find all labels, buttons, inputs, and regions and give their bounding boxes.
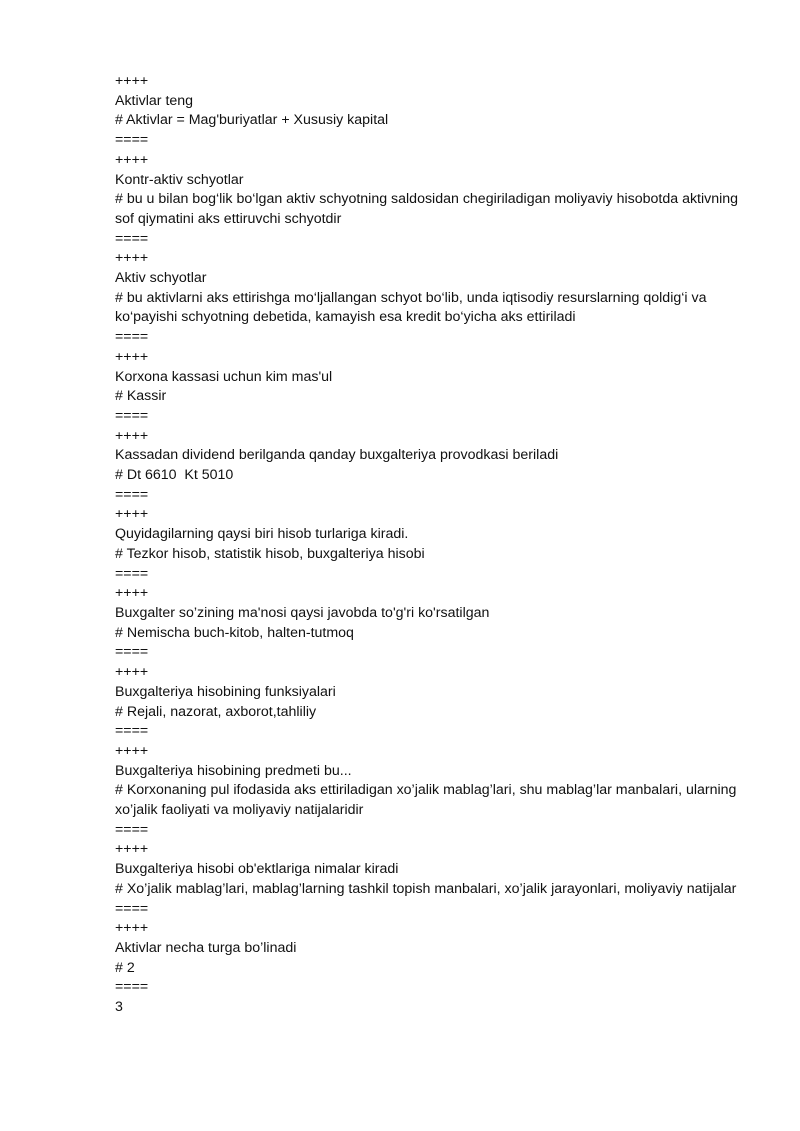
answer-text: # Xo’jalik mablag’lari, mablag’larning tashkil topish manbalari, xo’jalik jarayonlari, moliyaviy natijalar: [115, 880, 737, 897]
block-end-marker: ====: [115, 821, 149, 838]
block-end-marker: ====: [115, 565, 149, 582]
question-block: [115, 505, 740, 584]
block-end-marker: ====: [115, 900, 149, 917]
question-text: Aktivlar necha turga bo’linadi: [115, 939, 297, 956]
question-list: [115, 72, 743, 1018]
question-block: [115, 427, 740, 506]
answer-text: # Dt 6610 Kt 5010: [115, 467, 234, 484]
question-block: [115, 151, 743, 250]
question-block: [115, 840, 740, 919]
answer-text: # Korxonaning pul ifodasida aks ettiriladigan xo’jalik mablag’lari, shu mablag’lar manbalari, ularning xo’jalik faoliyati va moliyaviy natijalaridir: [115, 782, 741, 819]
question-text: Buxgalter so’zining ma'nosi qaysi javobda to'g'ri ko'rsatilgan: [115, 604, 490, 621]
answer-text: # Kassir: [115, 388, 167, 405]
block-end-marker: ====: [115, 486, 149, 503]
question-block: [115, 663, 740, 742]
answer-text: # Tezkor hisob, statistik hisob, buxgalteriya hisobi: [115, 545, 425, 562]
question-text: Aktiv schyotlar: [115, 270, 207, 287]
block-start-marker: ++++: [115, 348, 149, 365]
answer-text: # 2: [115, 959, 135, 976]
trailing-text: 3: [115, 999, 123, 1016]
question-text: Buxgalteriya hisobining predmeti bu...: [115, 762, 352, 779]
question-text: Aktivlar teng: [115, 92, 194, 109]
block-start-marker: ++++: [115, 841, 149, 858]
question-text: Quyidagilarning qaysi biri hisob turlariga kiradi.: [115, 526, 409, 543]
answer-text: # Rejali, nazorat, axborot,tahliliy: [115, 703, 317, 720]
block-end-marker: ====: [115, 644, 149, 661]
block-end-marker: ====: [115, 979, 149, 996]
answer-text: # Aktivlar = Mag'buriyatlar + Xususiy kapital: [115, 112, 389, 129]
block-start-marker: ++++: [115, 920, 149, 937]
block-start-marker: ++++: [115, 250, 149, 267]
question-text: Korxona kassasi uchun kim mas'ul: [115, 368, 333, 385]
answer-text: # bu u bilan bog‘lik bo‘lgan aktiv schyotning saldosidan chegiriladigan moliyaviy hisobotda aktivning sof qiymatini aks ettiruvchi schyotdir: [115, 191, 743, 227]
block-start-marker: ++++: [115, 427, 149, 444]
block-end-marker: ====: [115, 132, 149, 149]
question-text: Kassadan dividend berilganda qanday buxgalteriya provodkasi beriladi: [115, 447, 559, 464]
question-text: Kontr-aktiv schyotlar: [115, 171, 244, 188]
question-block: [115, 919, 740, 998]
question-block: [115, 742, 740, 841]
block-start-marker: ++++: [115, 506, 149, 523]
question-block: [115, 72, 740, 151]
question-text: Buxgalteriya hisobining funksiyalari: [115, 683, 336, 700]
question-text: Buxgalteriya hisobi ob'ektlariga nimalar kiradi: [115, 861, 399, 878]
question-block: [115, 348, 740, 427]
question-block: [115, 249, 740, 348]
block-end-marker: ====: [115, 723, 149, 740]
block-start-marker: ++++: [115, 151, 149, 168]
block-end-marker: ====: [115, 329, 149, 346]
block-end-marker: ====: [115, 407, 149, 424]
block-start-marker: ++++: [115, 585, 149, 602]
block-start-marker: ++++: [115, 664, 149, 681]
block-end-marker: ====: [115, 230, 149, 247]
answer-text: # Nemischa buch-kitob, halten-tutmoq: [115, 624, 354, 641]
block-start-marker: ++++: [115, 73, 149, 89]
answer-text: # bu aktivlarni aks ettirishga mo‘ljallangan schyot bo‘lib, unda iqtisodiy resurslarning qoldig‘i va ko‘payishi schyotning debetida, kamayish esa kredit bo‘yicha aks ettiriladi: [115, 289, 711, 326]
question-block: [115, 584, 740, 663]
block-start-marker: ++++: [115, 742, 149, 759]
